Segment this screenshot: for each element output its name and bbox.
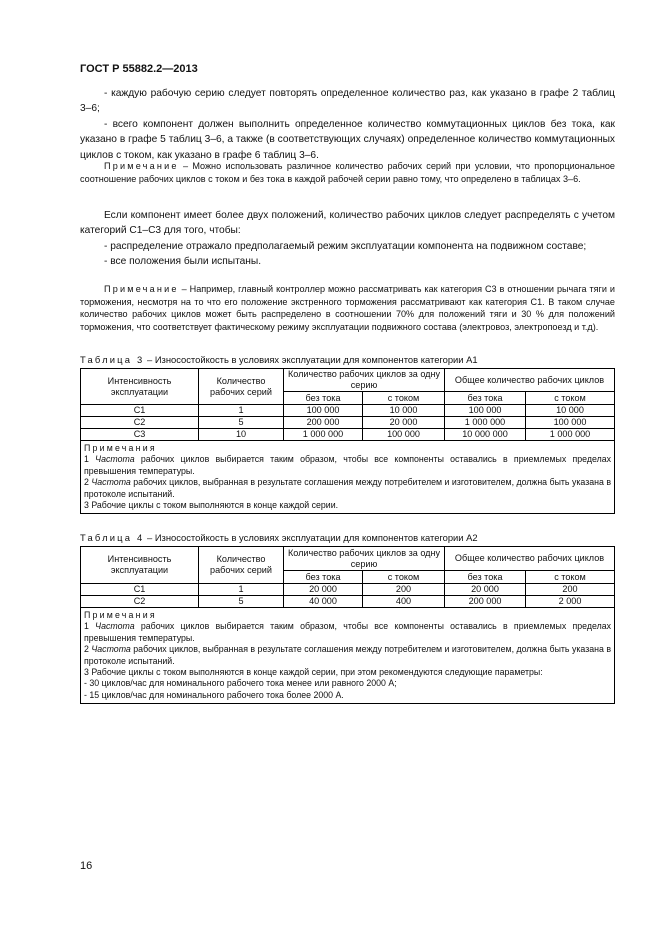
intro-bullet-2: - всего компонент должен выполнить определенное количество коммутационных циклов без тока, как указано в графе 5 таблиц 3–6, а также (в соответствующих случаях) определенное количество коммутационных циклов с током, как указано в графе 6 таблиц 3–6. <box>80 118 615 161</box>
table-cell: 20 000 <box>445 584 526 596</box>
table-row <box>81 584 615 596</box>
para-2-bullet-1: - распределение отражало предполагаемый режим эксплуатации компонента на подвижном составе; <box>104 240 587 252</box>
header-cycles-per-series: Количество рабочих циклов за одну серию <box>284 547 445 571</box>
table-row <box>81 596 615 608</box>
header-series-count: Количество рабочих серий <box>199 547 284 584</box>
table-cell: 10 000 000 <box>445 429 526 441</box>
table-cell: 1 <box>199 584 284 596</box>
note-1-label: Примечание <box>104 161 179 171</box>
note-1 <box>80 160 615 185</box>
header-with-current: с током <box>363 392 445 405</box>
note-2 <box>80 283 615 333</box>
table-row <box>81 369 615 392</box>
table-3-notes <box>81 441 615 514</box>
table-row <box>81 547 615 571</box>
intro-bullet-1: - каждую рабочую серию следует повторять определенное количество раз, как указано в графе 2 таблиц 3–6; <box>80 88 615 115</box>
header-series-count: Количество рабочих серий <box>199 369 284 405</box>
table-cell: 5 <box>199 596 284 608</box>
table-4-note-3: 3 Рабочие циклы с током выполняются в конце каждой серии, при этом рекомендуются следующие параметры: <box>84 667 543 678</box>
table-3 <box>80 368 615 514</box>
table-cell: 10 000 <box>363 405 445 417</box>
table-3-caption-text: – Износостойкость в условиях эксплуатации для компонентов категории А1 <box>144 354 478 365</box>
table-cell: 400 <box>363 596 445 608</box>
table-notes-row <box>81 441 615 514</box>
table-row <box>81 417 615 429</box>
header-no-current: без тока <box>284 392 363 405</box>
table-3-caption <box>80 354 615 365</box>
header-no-current: без тока <box>445 571 526 584</box>
table-3-caption-label: Таблица 3 <box>80 354 145 365</box>
table-cell: 40 000 <box>284 596 363 608</box>
header-total-cycles: Общее количество рабочих циклов <box>445 369 615 392</box>
header-no-current: без тока <box>284 571 363 584</box>
table-4-caption <box>80 532 615 543</box>
table-cell: 5 <box>199 417 284 429</box>
table-4-note-3-bullet-2: - 15 циклов/час для номинального рабочего тока более 2000 А. <box>84 689 344 700</box>
table-cell: С2 <box>81 596 199 608</box>
table-4-note-3-bullet-1: - 30 циклов/час для номинального рабочего тока менее или равного 2000 А; <box>84 678 397 689</box>
para-2-bullet-2: - все положения были испытаны. <box>104 256 262 268</box>
intro-block <box>80 86 615 163</box>
header-total-cycles: Общее количество рабочих циклов <box>445 547 615 571</box>
table-3-note-2: 2 Частота рабочих циклов, выбранная в результате соглашения между потребителем и изготовителем, должна быть указана в протоколе испытаний. <box>84 477 612 499</box>
table-cell: С1 <box>81 405 199 417</box>
table-cell: 1 000 000 <box>526 429 615 441</box>
header-no-current: без тока <box>445 392 526 405</box>
table-notes-row <box>81 608 615 704</box>
note-1-text: – Можно использовать различное количество рабочих серий при условии, что пропорциональное соотношение рабочих циклов с током и без тока в каждой рабочей серии равно тому, что определено в таблицах 3–6. <box>80 161 615 184</box>
table-3-note-1: 1 Частота рабочих циклов выбирается таким образом, чтобы все компоненты оставались в приемлемых пределах превышения температуры. <box>84 454 612 476</box>
table-cell: 20 000 <box>363 417 445 429</box>
header-with-current: с током <box>526 571 615 584</box>
table-cell: С3 <box>81 429 199 441</box>
header-cycles-per-series: Количество рабочих циклов за одну серию <box>284 369 445 392</box>
header-intensity: Интенсивность эксплуатации <box>81 547 199 584</box>
table-cell: 20 000 <box>284 584 363 596</box>
table-4-notes-title: Примечания <box>84 610 157 620</box>
table-cell: С1 <box>81 584 199 596</box>
table-3-note-3: 3 Рабочие циклы с током выполняются в конце каждой серии. <box>84 500 339 511</box>
para-2-text: Если компонент имеет более двух положений, количество рабочих циклов следует распределять с учетом категорий С1–С3 для того, чтобы: <box>80 210 615 237</box>
header-intensity: Интенсивность эксплуатации <box>81 369 199 405</box>
document-header: ГОСТ Р 55882.2—2013 <box>80 63 198 75</box>
table-cell: 100 000 <box>363 429 445 441</box>
table-cell: 200 <box>526 584 615 596</box>
table-3-notes-title: Примечания <box>84 443 157 453</box>
table-cell: 100 000 <box>526 417 615 429</box>
table-row <box>81 405 615 417</box>
table-4-notes <box>81 608 615 704</box>
table-cell: 1 000 000 <box>445 417 526 429</box>
table-cell: 2 000 <box>526 596 615 608</box>
note-2-text: – Например, главный контроллер можно рассматривать как категория С3 в отношении рычага тяги и торможения, несмотря на то что его положение экстренного торможения рассматривают как категория С1. В таком случае количество рабочих циклов может быть распределено в соотношении 70% для положений тяги и 30 % для положений торможения, что соответствует фактическому режиму эксплуатации подвижного состава (электровоз, электропоезд и т.д). <box>80 284 615 332</box>
table-4-note-2: 2 Частота рабочих циклов, выбранная в результате соглашения между потребителем и изготовителем, должна быть указана в протоколе испытаний. <box>84 644 612 666</box>
header-with-current: с током <box>363 571 445 584</box>
table-cell: 200 000 <box>445 596 526 608</box>
table-cell: 200 <box>363 584 445 596</box>
header-with-current: с током <box>526 392 615 405</box>
table-4-caption-label: Таблица 4 <box>80 532 145 543</box>
table-4-caption-text: – Износостойкость в условиях эксплуатации для компонентов категории А2 <box>144 532 478 543</box>
table-cell: 1 <box>199 405 284 417</box>
table-row <box>81 429 615 441</box>
table-cell: 10 <box>199 429 284 441</box>
table-cell: С2 <box>81 417 199 429</box>
page-number: 16 <box>80 860 93 872</box>
table-4 <box>80 546 615 704</box>
table-cell: 200 000 <box>284 417 363 429</box>
table-cell: 10 000 <box>526 405 615 417</box>
table-4-note-1: 1 Частота рабочих циклов выбирается таким образом, чтобы все компоненты оставались в приемлемых пределах превышения температуры. <box>84 621 612 643</box>
table-cell: 100 000 <box>445 405 526 417</box>
para-2 <box>80 208 615 270</box>
note-2-label: Примечание <box>104 284 179 294</box>
table-cell: 1 000 000 <box>284 429 363 441</box>
table-cell: 100 000 <box>284 405 363 417</box>
